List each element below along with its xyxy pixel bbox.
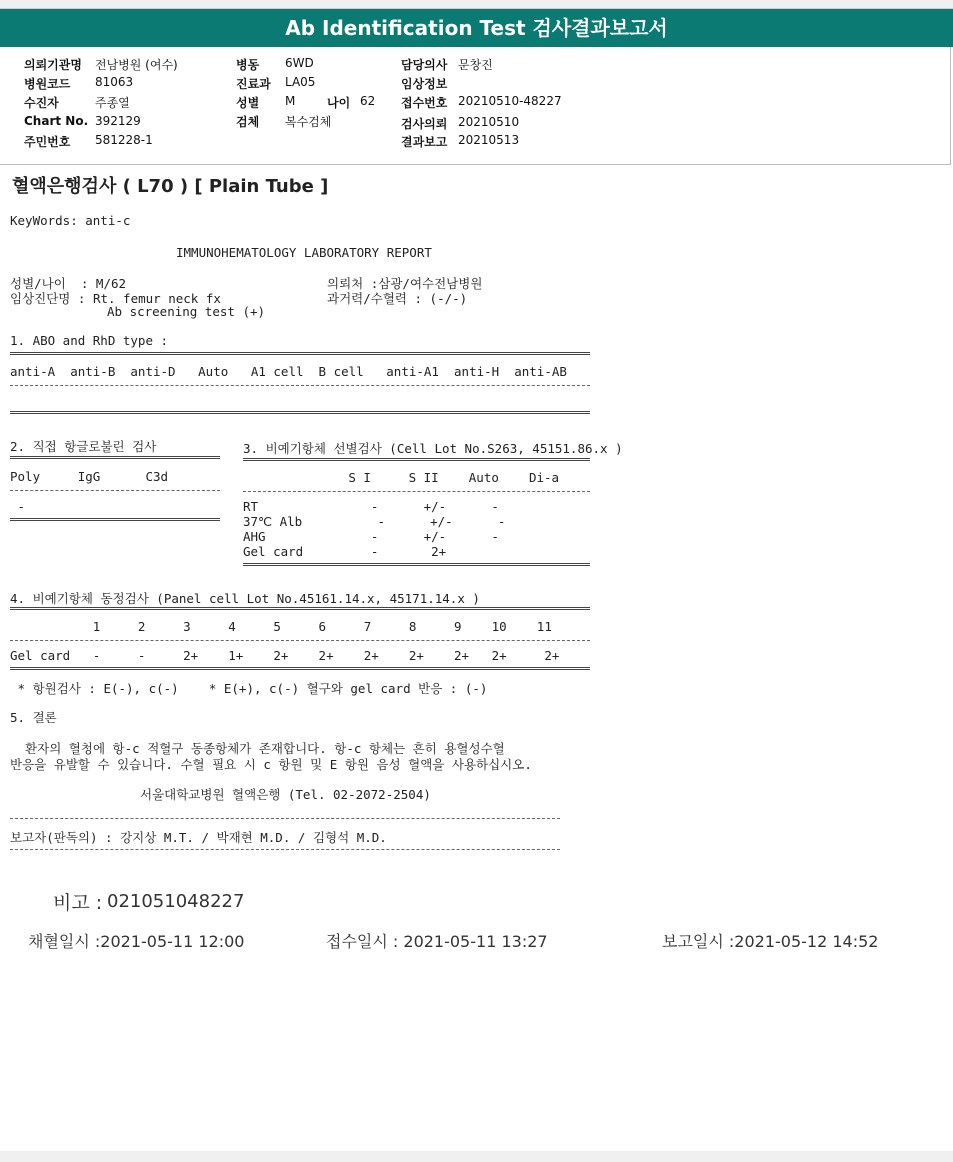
divider bbox=[10, 607, 590, 610]
report-datetime: 보고일시 :2021-05-12 14:52 bbox=[662, 932, 879, 951]
info-value: LA05 bbox=[285, 75, 316, 89]
info-label: 검사의뢰 bbox=[401, 117, 448, 131]
screening-table-header: S I S II Auto Di-a bbox=[243, 470, 560, 485]
section-title: 혈액은행검사 ( L70 ) [ Plain Tube ] bbox=[12, 176, 329, 197]
info-value: 6WD bbox=[285, 56, 314, 70]
info-label: 접수번호 bbox=[401, 96, 448, 110]
patient-info-panel bbox=[0, 47, 951, 165]
info-value: 81063 bbox=[95, 75, 134, 89]
panel-table-header: 1 2 3 4 5 6 7 8 9 10 11 bbox=[10, 619, 552, 634]
divider bbox=[10, 385, 590, 386]
keywords: KeyWords: anti-c bbox=[10, 213, 131, 228]
collection-datetime: 채혈일시 :2021-05-11 12:00 bbox=[28, 932, 245, 951]
conclusion-text: 환자의 혈청에 항-c 적혈구 동종항체가 존재합니다. 항-c 항체는 흔히 용혈성수혈 bbox=[10, 741, 505, 756]
info-label: 나이 bbox=[327, 96, 351, 110]
dat-value: - bbox=[10, 499, 26, 514]
divider bbox=[10, 640, 590, 641]
info-label: 담당의사 bbox=[401, 58, 448, 72]
panel-table-row: Gel card - - 2+ 1+ 2+ 2+ 2+ 2+ 2+ 2+ 2+ bbox=[10, 648, 560, 663]
sex-age: 성별/나이 : M/62 bbox=[10, 276, 127, 291]
info-label: 주민번호 bbox=[24, 135, 71, 149]
info-label: 수진자 bbox=[24, 96, 59, 110]
abo-section-title: 1. ABO and RhD type : bbox=[10, 333, 169, 348]
info-value: 20210510-48227 bbox=[458, 94, 562, 108]
info-label: 성별 bbox=[236, 96, 260, 110]
reporter: 보고자(판독의) : 강지상 M.T. / 박재현 M.D. / 김형석 M.D. bbox=[10, 830, 387, 845]
dat-table-header: Poly IgG C3d bbox=[10, 469, 169, 484]
info-label: 결과보고 bbox=[401, 135, 448, 149]
top-strip bbox=[0, 0, 953, 9]
divider bbox=[10, 411, 590, 414]
abo-table-header: anti-A anti-B anti-D Auto A1 cell B cell anti-A1 anti-H anti-AB bbox=[10, 364, 567, 379]
info-label: 임상정보 bbox=[401, 77, 448, 91]
dat-section-title: 2. 직접 항글로불린 검사 bbox=[10, 439, 157, 454]
transfusion-history: 과거력/수혈력 : (-/-) bbox=[327, 291, 468, 306]
info-value: 복수검체 bbox=[285, 115, 332, 129]
remark-value: 021051048227 bbox=[107, 891, 245, 912]
info-value: 전남병원 (여수) bbox=[95, 58, 178, 72]
lab-report-title: IMMUNOHEMATOLOGY LABORATORY REPORT bbox=[176, 245, 432, 260]
screening-row: Gel card - 2+ bbox=[243, 544, 447, 559]
info-value: 20210510 bbox=[458, 115, 520, 129]
info-label: 검체 bbox=[236, 115, 260, 129]
divider bbox=[243, 491, 590, 492]
remark-label: 비고 : bbox=[53, 892, 103, 914]
divider bbox=[10, 818, 560, 819]
receipt-datetime: 접수일시 : 2021-05-11 13:27 bbox=[326, 932, 548, 951]
conclusion-title: 5. 결론 bbox=[10, 710, 57, 725]
report-header: Ab Identification Test 검사결과보고서 bbox=[0, 9, 953, 47]
screening-row: AHG - +/- - bbox=[243, 529, 499, 544]
screening-row: RT - +/- - bbox=[243, 499, 499, 514]
divider bbox=[10, 456, 220, 459]
divider bbox=[10, 667, 590, 670]
panel-section-title: 4. 비예기항체 동정검사 (Panel cell Lot No.45161.14.x, 45171.14.x ) bbox=[10, 591, 480, 606]
divider bbox=[10, 352, 590, 355]
info-value: 62 bbox=[360, 94, 376, 108]
hospital-contact: 서울대학교병원 혈액은행 (Tel. 02-2072-2504) bbox=[140, 787, 431, 802]
screening-row: 37℃ Alb - +/- - bbox=[243, 514, 506, 529]
info-label: 병동 bbox=[236, 58, 260, 72]
referrer: 의뢰처 :삼광/여수전남병원 bbox=[327, 276, 483, 291]
screening-section-title: 3. 비예기항체 선별검사 (Cell Lot No.S263, 45151.86.x ) bbox=[243, 441, 623, 456]
diagnosis: 임상진단명 : Rt. femur neck fx bbox=[10, 291, 221, 306]
conclusion-text: 반응을 유발할 수 있습니다. 수혈 필요 시 c 항원 및 E 항원 음성 혈액을 사용하십시오. bbox=[10, 757, 532, 772]
info-label: 병원코드 bbox=[24, 77, 71, 91]
antigen-note: * 항원검사 : E(-), c(-) * E(+), c(-) 혈구와 gel card 반응 : (-) bbox=[10, 681, 488, 696]
divider bbox=[10, 518, 220, 521]
info-value: 주종열 bbox=[95, 96, 130, 110]
divider bbox=[243, 563, 590, 566]
info-value: 문창진 bbox=[458, 58, 493, 72]
divider bbox=[10, 849, 560, 850]
divider bbox=[243, 458, 590, 461]
diagnosis-detail: Ab screening test (+) bbox=[107, 304, 266, 319]
info-value: M bbox=[285, 94, 296, 108]
divider bbox=[10, 490, 220, 491]
info-value: 581228-1 bbox=[95, 133, 153, 147]
info-value: 392129 bbox=[95, 114, 141, 128]
info-value: 20210513 bbox=[458, 133, 520, 147]
info-label: 진료과 bbox=[236, 77, 271, 91]
bottom-strip bbox=[0, 1151, 953, 1162]
info-label: 의뢰기관명 bbox=[24, 58, 82, 72]
info-label: Chart No. bbox=[24, 114, 89, 128]
